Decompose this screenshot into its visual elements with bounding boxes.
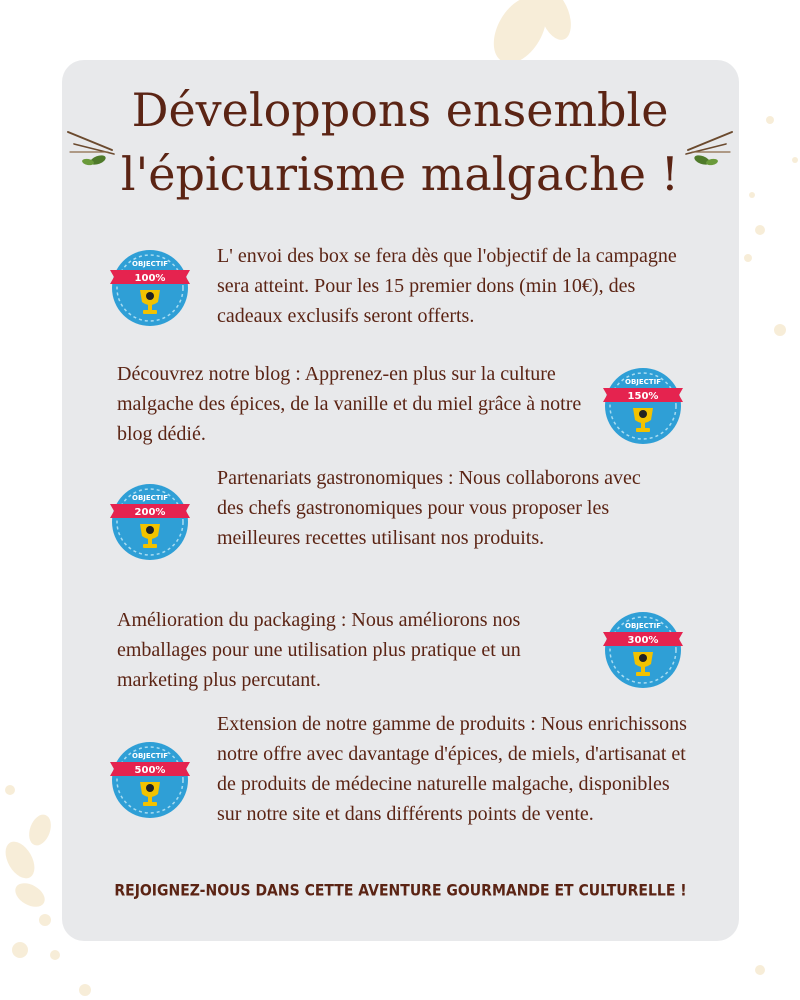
objective-badge-icon	[601, 608, 685, 692]
objective-badge-icon	[108, 738, 192, 822]
footer-call-to-action: REJOIGNEZ-NOUS DANS CETTE AVENTURE GOURMANDE ET CULTURELLE !	[114, 881, 687, 901]
badge-top-label: OBJECTIF	[625, 378, 661, 386]
page-title	[0, 78, 800, 206]
milestone-text-500: Extension de notre gamme de produits : Nous enrichissons notre offre avec davantage d'épices, de miels, d'artisanat et de produits de médecine naturelle malgache, disponibles sur notre site et dans différents points de vente.	[217, 713, 687, 825]
milestone-text-300: Amélioration du packaging : Nous améliorons nos emballages pour une utilisation plus pratique et un marketing plus percutant.	[117, 609, 521, 691]
title-line-2: l'épicurisme malgache !	[120, 147, 680, 201]
badge-top-label: OBJECTIF	[625, 622, 661, 630]
badge-percent: 100%	[134, 273, 166, 284]
objective-badge-icon	[601, 364, 685, 448]
badge-percent: 200%	[134, 507, 166, 518]
badge-top-label: OBJECTIF	[132, 752, 168, 760]
badge-percent: 300%	[627, 635, 659, 646]
title-line-1: Développons ensemble	[131, 83, 669, 137]
badge-top-label: OBJECTIF	[132, 494, 168, 502]
badge-top-label: OBJECTIF	[132, 260, 168, 268]
badge-percent: 150%	[627, 391, 659, 402]
badge-percent: 500%	[134, 765, 166, 776]
objective-badge-icon	[108, 480, 192, 564]
milestone-text-100: L' envoi des box se fera dès que l'objectif de la campagne sera atteint. Pour les 15 premier dons (min 10€), des cadeaux exclusifs seront offerts.	[217, 245, 677, 327]
objective-badge-icon	[108, 246, 192, 330]
milestone-text-200: Partenariats gastronomiques : Nous collaborons avec des chefs gastronomiques pour vous proposer les meilleures recettes utilisant nos produits.	[217, 467, 641, 549]
milestone-text-150: Découvrez notre blog : Apprenez-en plus sur la culture malgache des épices, de la vanille et du miel grâce à notre blog dédié.	[117, 363, 582, 445]
